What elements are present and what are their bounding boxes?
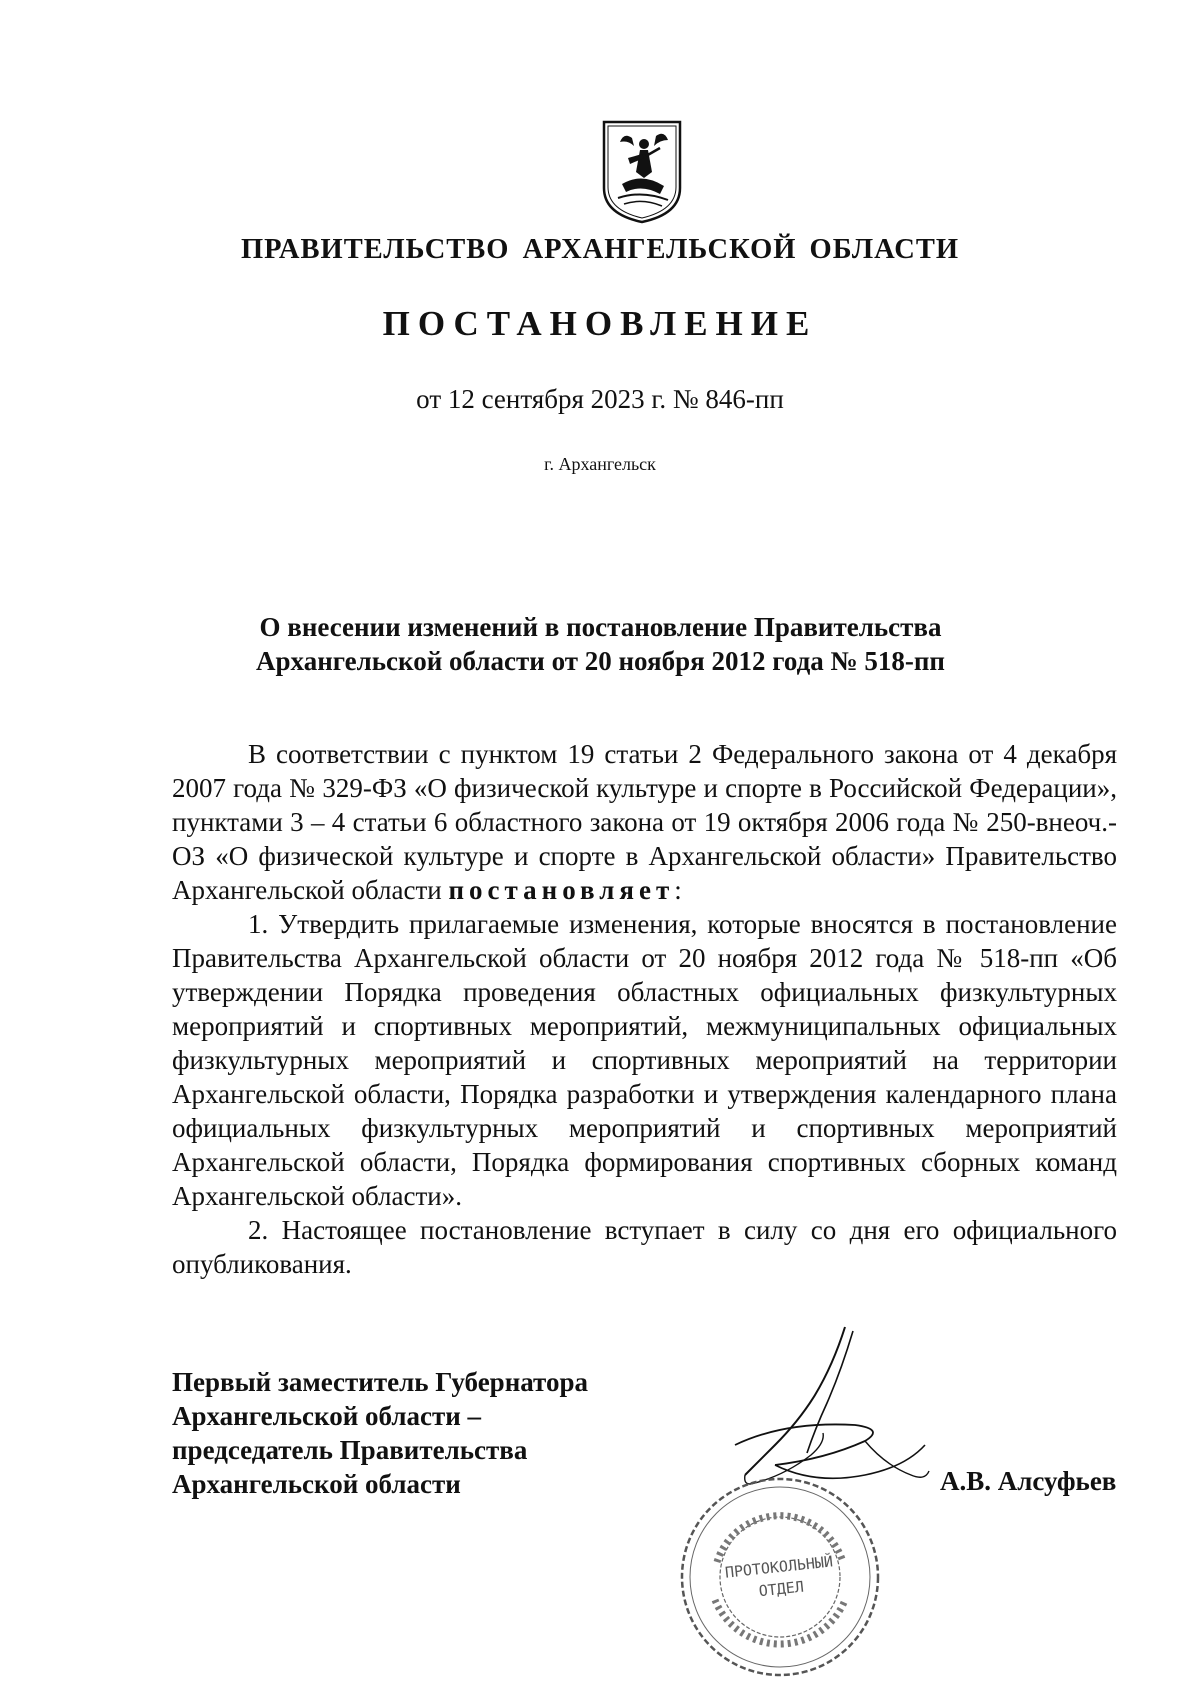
document-body [172, 737, 1117, 1281]
resolution-keyword: постановляет [448, 875, 675, 905]
position-line-3: председатель Правительства [172, 1435, 528, 1465]
clause-2-paragraph: 2. Настоящее постановление вступает в силу со дня его официального опубликования. [172, 1215, 1117, 1279]
clause-1-paragraph: 1. Утвердить прилагаемые изменения, которые вносятся в постановление Правительства Архангельской области от 20 ноября 2012 года № 518-пп «Об утверждении Порядка проведения областных официальных физкультурных мероприятий и спортивных мероприятий, межмуниципальных официальных физкультурных мероприятий и спортивных мероприятий на территории Архангельской области, Порядка разработки и утверждения календарного плана официальных физкультурных мероприятий и спортивных мероприятий Архангельской области, Порядка формирования спортивных сборных команд Архангельской области». [172, 909, 1117, 1211]
subject-line-1: О внесении изменений в постановление Правительства [259, 612, 942, 642]
organization-title: ПРАВИТЕЛЬСТВО АРХАНГЕЛЬСКОЙ ОБЛАСТИ [241, 234, 959, 265]
document-date-number: от 12 сентября 2023 г. № 846-пп [416, 384, 784, 414]
document-subject [160, 610, 1041, 678]
signer-name: А.В. Алсуфьев [940, 1466, 1117, 1496]
subject-line-2: Архангельской области от 20 ноября 2012 года № 518-пп [256, 646, 945, 676]
position-line-2: Архангельской области – [172, 1401, 482, 1431]
preamble-text: В соответствии с пунктом 19 статьи 2 Федерального закона от 4 декабря 2007 года № 329-ФЗ «О физической культуре и спорте в Российской Федерации», пунктами 3 – 4 статьи 6 областного закона от 19 октября 2006 года № 250-внеоч.-ОЗ «О физической культуре и спорте в Архангельской области» Правительство Архангельской области [172, 739, 1117, 905]
document-city: г. Архангельск [544, 454, 656, 474]
coat-of-arms-icon [598, 118, 686, 226]
stamp-text-line-2: ОТДЕЛ [757, 1577, 805, 1601]
preamble-paragraph [172, 737, 1117, 907]
stamp-text-line-1: ПРОТОКОЛЬНЫЙ [724, 1552, 834, 1582]
position-line-4: Архангельской области [172, 1469, 461, 1499]
position-line-1: Первый заместитель Губернатора [172, 1367, 588, 1397]
official-seal-stamp [675, 1472, 885, 1682]
document-type-heading: ПОСТАНОВЛЕНИЕ [382, 304, 818, 343]
signatory-position [172, 1365, 692, 1501]
preamble-end: : [674, 875, 682, 905]
